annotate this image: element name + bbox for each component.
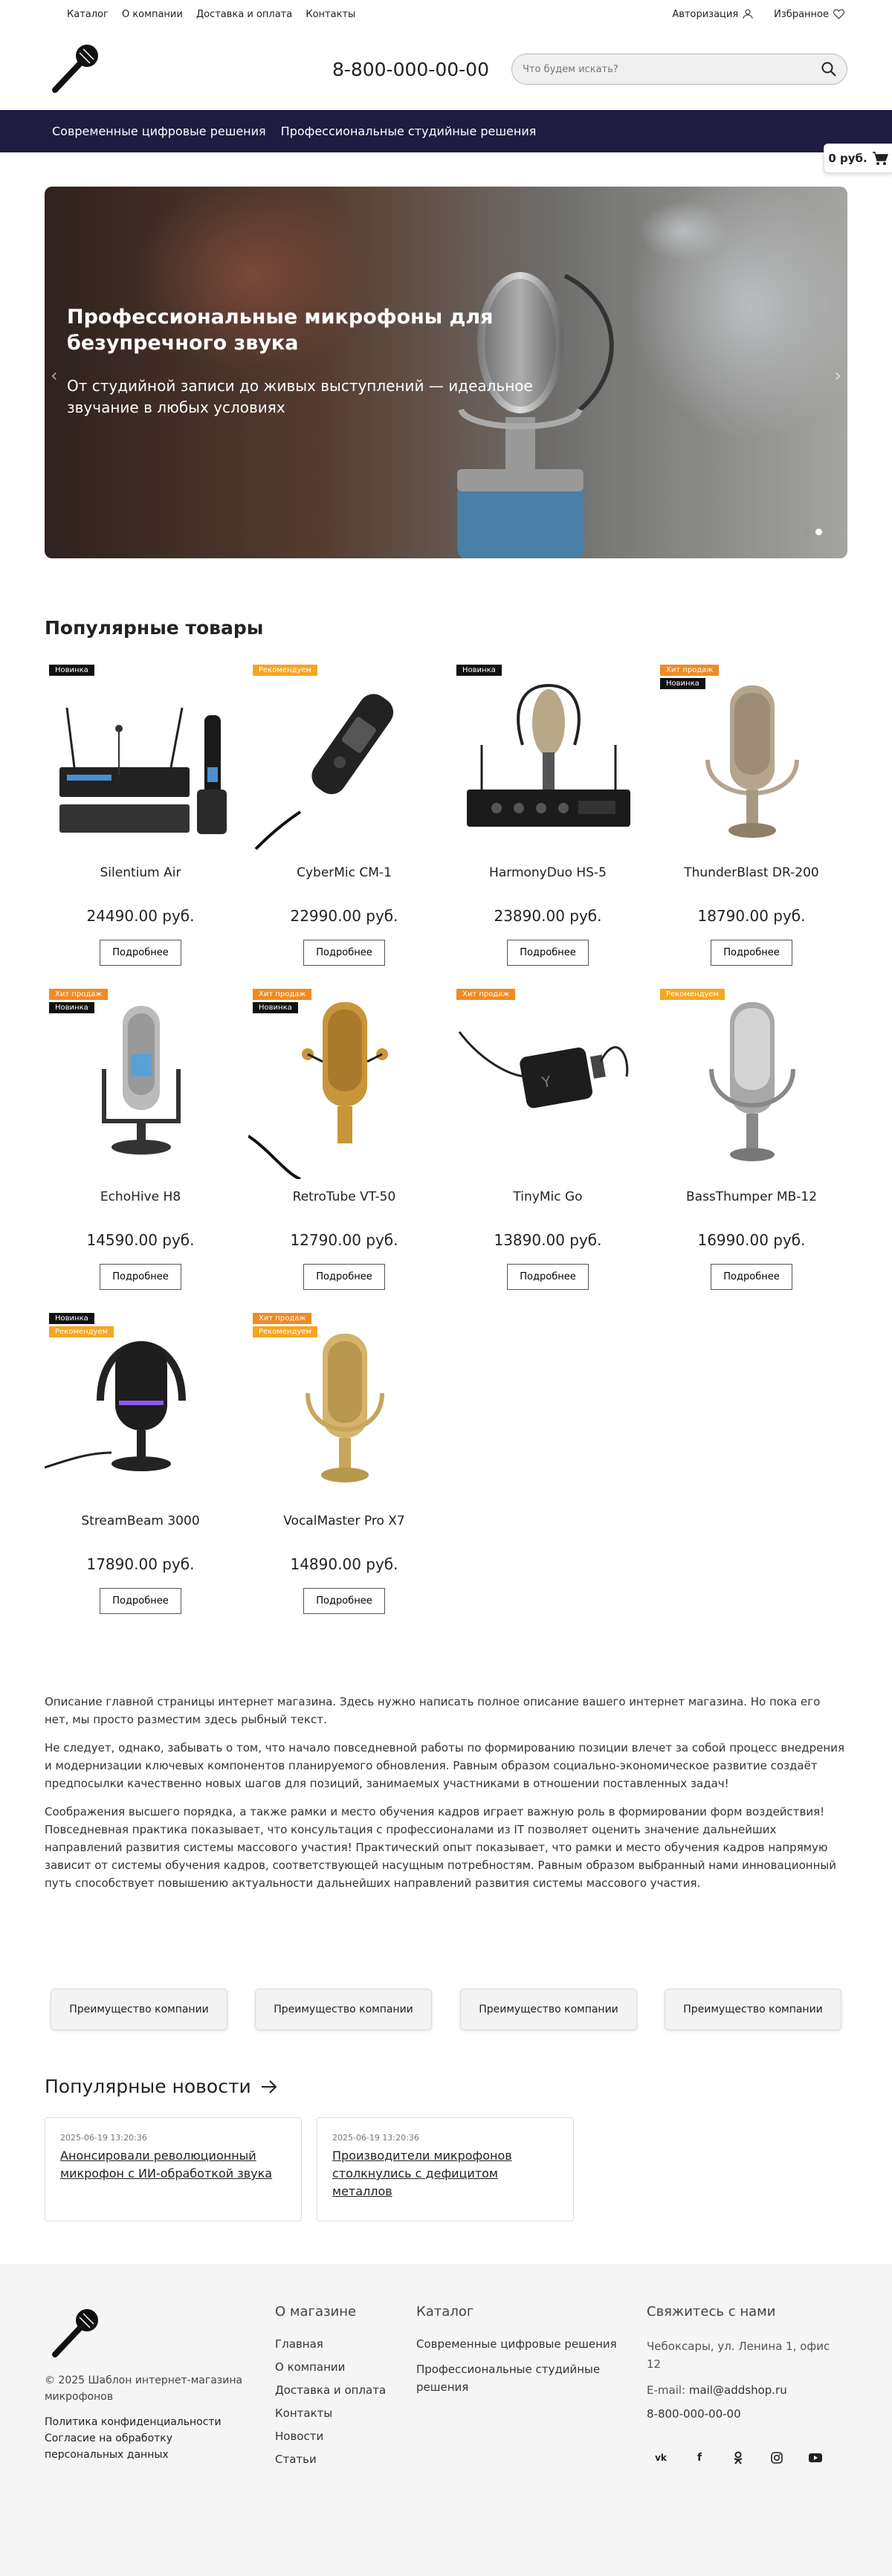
product-badges [660, 665, 719, 689]
product-price: 23890.00 руб. [494, 907, 602, 925]
instagram-icon[interactable] [761, 2442, 792, 2473]
product-price: 18790.00 руб. [697, 907, 806, 925]
top-bar [0, 0, 892, 28]
badge-new: Новинка [660, 678, 705, 689]
product-details-button[interactable]: Подробнее [507, 940, 588, 966]
footer-consent-link[interactable]: Согласие на обработку персональных данных [45, 2433, 173, 2461]
user-icon [743, 9, 753, 19]
odnoklassniki-icon[interactable] [723, 2442, 754, 2473]
product-badges [253, 1313, 317, 1337]
product-badges [253, 989, 311, 1013]
badge-bestseller: Хит продаж [49, 989, 108, 1000]
footer-about-title: О магазине [275, 2304, 357, 2320]
footer-link-articles[interactable]: Статьи [275, 2453, 317, 2466]
cart-widget[interactable] [824, 143, 892, 173]
description-paragraph: Описание главной страницы интернет магазина. Здесь нужно написать полное описание вашего интернет магазина. Но пока его нет, мы просто разместим здесь рыбный текст. [45, 1695, 821, 1726]
news-date: 2025-06-19 13:20:36 [332, 2133, 419, 2143]
store-description [45, 1693, 847, 1902]
badge-bestseller: Хит продаж [253, 1313, 311, 1324]
cart-icon [872, 151, 888, 166]
hero-slider [45, 187, 847, 558]
product-image[interactable] [248, 663, 440, 855]
advantage-card: Преимущество компании [460, 1989, 637, 2030]
hero-title: Профессиональные микрофоны для безупречного звука [67, 306, 494, 355]
product-card [452, 663, 644, 975]
news-section-title[interactable] [45, 2076, 278, 2097]
product-details-button[interactable]: Подробнее [303, 1588, 384, 1614]
product-details-button[interactable]: Подробнее [711, 1264, 792, 1290]
footer-about-column [275, 2304, 386, 2476]
product-price: 14590.00 руб. [86, 1231, 195, 1249]
footer-link-about[interactable]: О компании [275, 2360, 346, 2374]
badge-bestseller: Хит продаж [456, 989, 515, 1000]
footer-link-digital[interactable]: Современные цифровые решения [416, 2337, 617, 2351]
advantage-card: Преимущество компании [255, 1989, 432, 2030]
search-icon[interactable] [821, 62, 836, 77]
footer-phone[interactable]: 8-800-000-00-00 [647, 2407, 741, 2421]
footer-email [647, 2383, 840, 2397]
footer-contact-column [647, 2304, 840, 2430]
product-name[interactable]: ThunderBlast DR-200 [684, 865, 819, 880]
footer-copyright: © 2025 Шаблон интернет-магазина микрофонов [45, 2375, 243, 2403]
description-paragraph: Соображения высшего порядка, а также рамки и место обучения кадров играет важную роль в формировании форм воздействия! Повседневная практика показывает, что консультация с профессионалами из IT позволяет оценить значение дальнейших направлений развития системы массового участия! Практический опыт показывает, что рамки и место обучения кадров напрямую зависит от системы обучения кадров, соответствующей насущным потребностям. Равным образом выбранный нами инновационный путь способствует повышению актуальности дальнейших направлений развития системы массового участия. [45, 1805, 836, 1890]
product-details-button[interactable]: Подробнее [711, 940, 792, 966]
search-box [511, 54, 847, 85]
product-details-button[interactable]: Подробнее [303, 1264, 384, 1290]
footer-link-contacts[interactable]: Контакты [275, 2406, 333, 2420]
product-badges [660, 989, 725, 1000]
slider-dot-1[interactable] [803, 529, 809, 535]
logo-microphone-icon[interactable] [45, 39, 104, 99]
product-badges [49, 989, 108, 1013]
badge-recommended: Рекомендуем [253, 1326, 317, 1337]
product-image[interactable] [656, 663, 847, 855]
badge-recommended: Рекомендуем [49, 1326, 114, 1337]
product-card [656, 987, 847, 1300]
badge-bestseller: Хит продаж [660, 665, 719, 676]
popular-products-title: Популярные товары [45, 617, 264, 639]
top-link-catalog[interactable]: Каталог [67, 8, 109, 20]
top-link-about[interactable]: О компании [121, 8, 183, 20]
youtube-icon[interactable] [800, 2442, 831, 2473]
badge-recommended: Рекомендуем [660, 989, 725, 1000]
footer-catalog-column [416, 2304, 632, 2406]
product-image[interactable] [45, 987, 236, 1179]
hero-subtitle: От студийной записи до живых выступлений — идеальное звучание в любых условиях [67, 377, 533, 416]
footer [0, 2264, 892, 2576]
vk-icon[interactable]: vk [655, 2453, 667, 2463]
product-price: 13890.00 руб. [494, 1231, 602, 1249]
product-badges [49, 1313, 114, 1337]
favorites-link[interactable] [774, 9, 844, 20]
footer-brand [45, 2304, 253, 2463]
nav-item-studio[interactable]: Профессиональные студийные решения [280, 124, 537, 138]
social-links [645, 2442, 831, 2473]
product-name[interactable]: EchoHive H8 [100, 1189, 181, 1204]
product-name[interactable]: RetroTube VT-50 [292, 1189, 396, 1204]
auth-label: Авторизация [672, 8, 739, 20]
product-card [45, 1311, 236, 1624]
svg-text:Y: Y [540, 1072, 553, 1091]
slider-dot-2[interactable] [815, 529, 822, 535]
heart-icon [833, 9, 844, 19]
slider-next-arrow-icon[interactable]: › [834, 365, 841, 386]
footer-logo-microphone-icon[interactable] [45, 2304, 104, 2363]
arrow-right-icon [260, 2079, 278, 2094]
product-card [248, 987, 440, 1300]
slider-dots [803, 529, 822, 535]
footer-address: Чебоксары, ул. Ленина 1, офис 12 [647, 2340, 830, 2371]
product-badges [456, 665, 502, 676]
cart-total: 0 руб. [828, 152, 867, 165]
product-name[interactable]: HarmonyDuo HS-5 [489, 865, 607, 880]
header-phone[interactable]: 8-800-000-00-00 [332, 58, 489, 80]
footer-link-studio[interactable]: Профессиональные студийные решения [416, 2363, 601, 2394]
description-paragraph: Не следует, однако, забывать о том, что начало повседневной работы по формированию позиции влечет за собой процесс внедрения и модернизации ключевых компонентов планируемого обновления. Равным образом социально-экономическое развитие создаёт предпосылки качественно новых шагов для позиций, занимаемых участниками в отношении поставленных задач! [45, 1741, 844, 1790]
product-card [248, 663, 440, 975]
product-card [45, 663, 236, 975]
footer-privacy-link[interactable]: Политика конфиденциальности [45, 2416, 222, 2428]
product-image[interactable] [45, 1311, 236, 1503]
product-details-button[interactable]: Подробнее [100, 1588, 181, 1614]
product-price: 17890.00 руб. [86, 1555, 195, 1573]
product-name[interactable]: CyberMic CM-1 [297, 865, 392, 880]
product-details-button[interactable]: Подробнее [100, 940, 181, 966]
header [0, 28, 892, 110]
product-price: 12790.00 руб. [290, 1231, 398, 1249]
nav-item-digital[interactable]: Современные цифровые решения [52, 124, 266, 138]
advantage-card: Преимущество компании [51, 1989, 227, 2030]
product-price: 22990.00 руб. [290, 907, 398, 925]
footer-email-label: E-mail: [647, 2383, 686, 2397]
product-name[interactable]: BassThumper MB-12 [685, 1189, 818, 1204]
badge-new: Новинка [49, 1002, 94, 1013]
footer-link-news[interactable]: Новости [275, 2430, 324, 2443]
product-card [45, 987, 236, 1300]
footer-contact-title: Свяжитесь с нами [647, 2304, 776, 2320]
news-link[interactable]: Производители микрофонов столкнулись с дефицитом металлов [332, 2149, 512, 2198]
favorites-label: Избранное [774, 8, 829, 20]
news-card [317, 2117, 574, 2221]
badge-recommended: Рекомендуем [253, 665, 317, 676]
product-name[interactable]: TinyMic Go [513, 1189, 583, 1204]
product-name[interactable]: Silentium Air [100, 865, 181, 880]
product-card [452, 987, 644, 1300]
product-badges [253, 665, 317, 676]
badge-bestseller: Хит продаж [253, 989, 311, 1000]
product-image[interactable] [248, 1311, 440, 1503]
product-price: 14890.00 руб. [290, 1555, 398, 1573]
badge-new: Новинка [49, 1313, 94, 1324]
product-image[interactable] [656, 987, 847, 1179]
product-name[interactable]: VocalMaster Pro X7 [283, 1514, 405, 1529]
badge-new: Новинка [49, 665, 94, 676]
product-details-button[interactable]: Подробнее [100, 1264, 181, 1290]
product-image[interactable] [248, 987, 440, 1179]
top-link-delivery[interactable]: Доставка и оплата [195, 8, 293, 20]
auth-link[interactable] [672, 9, 753, 20]
badge-new: Новинка [456, 665, 502, 676]
footer-link-home[interactable]: Главная [275, 2337, 323, 2351]
product-badges [49, 665, 94, 676]
footer-link-delivery[interactable]: Доставка и оплата [275, 2383, 387, 2397]
facebook-icon[interactable]: f [697, 2452, 702, 2464]
top-links [67, 9, 366, 20]
news-title-label: Популярные новости [45, 2076, 251, 2097]
product-image[interactable] [45, 663, 236, 855]
badge-new: Новинка [253, 1002, 298, 1013]
search-input[interactable] [523, 64, 821, 75]
product-price: 24490.00 руб. [86, 907, 195, 925]
product-details-button[interactable]: Подробнее [507, 1264, 588, 1290]
product-card [656, 663, 847, 975]
top-link-contacts[interactable]: Контакты [306, 8, 356, 20]
product-image[interactable] [452, 663, 644, 855]
product-price: 16990.00 руб. [697, 1231, 806, 1249]
product-badges [456, 989, 515, 1000]
product-card [248, 1311, 440, 1624]
news-link[interactable]: Анонсировали революционный микрофон с ИИ-обработкой звука [60, 2149, 273, 2180]
advantage-card: Преимущество компании [665, 1989, 841, 2030]
news-date: 2025-06-19 13:20:36 [60, 2133, 147, 2143]
product-name[interactable]: StreamBeam 3000 [81, 1514, 200, 1529]
product-details-button[interactable]: Подробнее [303, 940, 384, 966]
main-nav [0, 110, 892, 152]
footer-catalog-title: Каталог [416, 2304, 474, 2320]
news-card [45, 2117, 302, 2221]
footer-email-link[interactable]: mail@addshop.ru [688, 2383, 787, 2397]
slider-prev-arrow-icon[interactable]: ‹ [51, 365, 58, 386]
product-image[interactable] [452, 987, 644, 1179]
